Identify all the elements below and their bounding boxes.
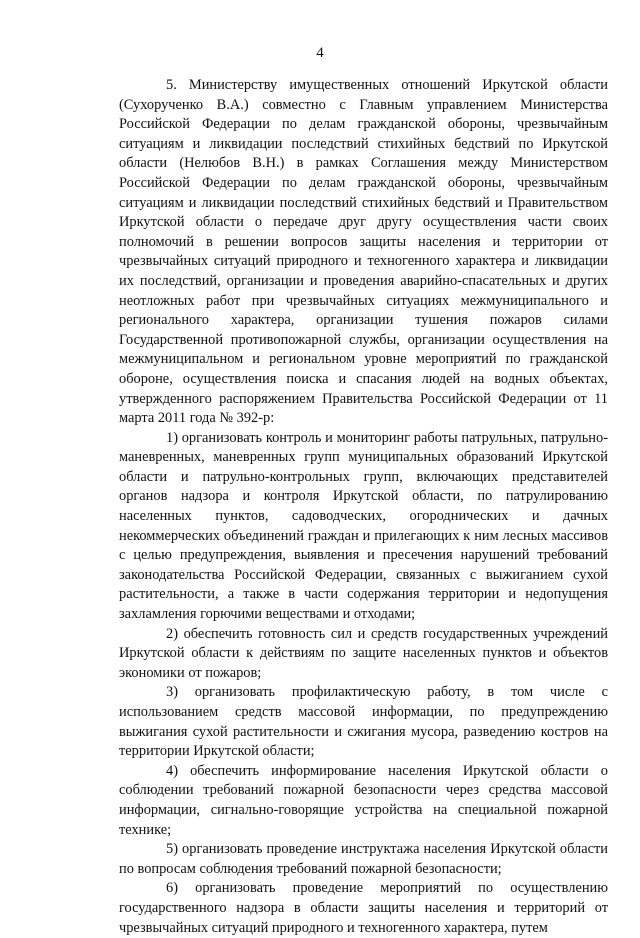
paragraph-subitem-3: 3) организовать профилактическую работу, в том числе с использованием средств массовой информации, по предупреждению выжигания сухой растительности и сжигания мусора, разведению костров на территории Иркутской области; bbox=[119, 684, 608, 760]
paragraph-subitem-2: 2) обеспечить готовность сил и средств государственных учреждений Иркутской области к действиям по защите населенных пунктов и объектов экономики от пожаров; bbox=[119, 625, 608, 681]
paragraph-subitem-4: 4) обеспечить информирование населения Иркутской области о соблюдении требований пожарной безопасности через средства массовой информации, сигнально-говорящие устройства на специальной пожарной технике; bbox=[119, 762, 608, 838]
page-number: 4 bbox=[316, 45, 324, 61]
paragraph-item-5-intro: 5. Министерству имущественных отношений Иркутской области (Сухорученко В.А.) совместно с Главным управлением Министерства Российской Федерации по делам гражданской обороны, чрезвычайным ситуациям и ликвидации последствий стихийных бедствий по Иркутской области (Нелюбов В.Н.) в рамках Соглашения между Министерством Российской Федерации по делам гражданской обороны, чрезвычайным ситуациям и ликвидации последствий стихийных бедствий и Правительством Иркутской области о передаче друг другу осуществления части своих полномочий в решении вопросов защиты населения и территории от чрезвычайных ситуаций природного и техногенного характера и ликвидации их последствий, организации и проведения аварийно-спасательных и других неотложных работ при чрезвычайных ситуациях межмуниципального и регионального характера, организации тушения пожаров силами Государственной противопожарной службы, организации осуществления на межмуниципальном и региональном уровне мероприятий по гражданской обороне, осуществления поиска и спасания людей на водных объектах, утвержденного распоряжением Правительства Российской Федерации от 11 марта 2011 года № 392-р: bbox=[119, 77, 608, 427]
paragraph-subitem-6: 6) организовать проведение мероприятий по осуществлению государственного надзора в области защиты населения и территорий от чрезвычайных ситуаций природного и техногенного характера, путем bbox=[119, 880, 608, 936]
paragraph-subitem-5: 5) организовать проведение инструктажа населения Иркутской области по вопросам соблюдения требований пожарной безопасности; bbox=[119, 841, 608, 877]
paragraph-subitem-1: 1) организовать контроль и мониторинг работы патрульных, патрульно-маневренных, маневренных групп муниципальных образований Иркутской области и патрульно-контрольных групп, включающих представителей органов надзора и контроля Иркутской области, по патрулированию населенных пунктов, садоводческих, огороднических и дачных некоммерческих объединений граждан и прилегающих к ним лесных массивов с целью предупреждения, выявления и пресечения нарушений требований законодательства Российской Федерации, связанных с выжиганием сухой растительности, а также в части содержания территории и недопущения захламления горючими веществами и отходами; bbox=[119, 429, 608, 623]
document-body bbox=[119, 76, 608, 938]
